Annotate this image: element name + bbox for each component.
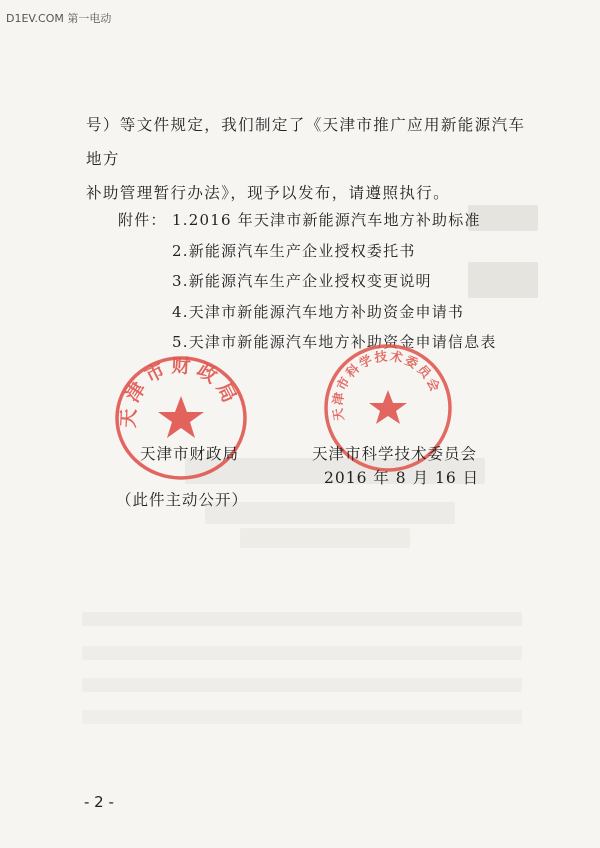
bleed-through [82, 678, 522, 692]
seal-text-left: 天津市财政局 [117, 354, 243, 429]
bleed-through [240, 528, 410, 548]
page-number: - 2 - [84, 793, 114, 811]
bleed-through [82, 646, 522, 660]
bleed-through [82, 710, 522, 724]
signature-date: 2016 年 8 月 16 日 [324, 469, 480, 487]
signature-finance-bureau: 天津市财政局 [140, 445, 240, 463]
body-line-2: 补助管理暂行办法》，现予以发布，请遵照执行。 [86, 184, 451, 202]
public-disclosure-note: （此件主动公开） [116, 491, 249, 509]
attachment-row [118, 297, 538, 328]
body-line-1: 号）等文件规定，我们制定了《天津市推广应用新能源汽车地方 [86, 116, 526, 168]
body-paragraph [86, 108, 526, 210]
seal-text-right: 天津市科学技术委员会 [329, 348, 444, 422]
attachment-row [118, 236, 538, 267]
attachment-item-4: 4.天津市新能源汽车地方补助资金申请书 [172, 302, 465, 321]
signature-science-commission: 天津市科学技术委员会 [312, 445, 478, 463]
site-watermark: D1EV.COM 第一电动 [6, 12, 112, 25]
attachment-row [118, 266, 538, 297]
bleed-through [82, 612, 522, 626]
attachment-item-3: 3.新能源汽车生产企业授权变更说明 [172, 272, 432, 290]
attachments-list [118, 205, 538, 358]
attachment-item-1: 1.2016 年天津市新能源汽车地方补助标准 [172, 211, 481, 229]
attachments-label: 附件： [118, 211, 167, 229]
attachment-row [118, 205, 538, 236]
attachment-item-5: 5.天津市新能源汽车地方补助资金申请信息表 [172, 333, 497, 351]
attachment-item-2: 2.新能源汽车生产企业授权委托书 [172, 241, 416, 260]
